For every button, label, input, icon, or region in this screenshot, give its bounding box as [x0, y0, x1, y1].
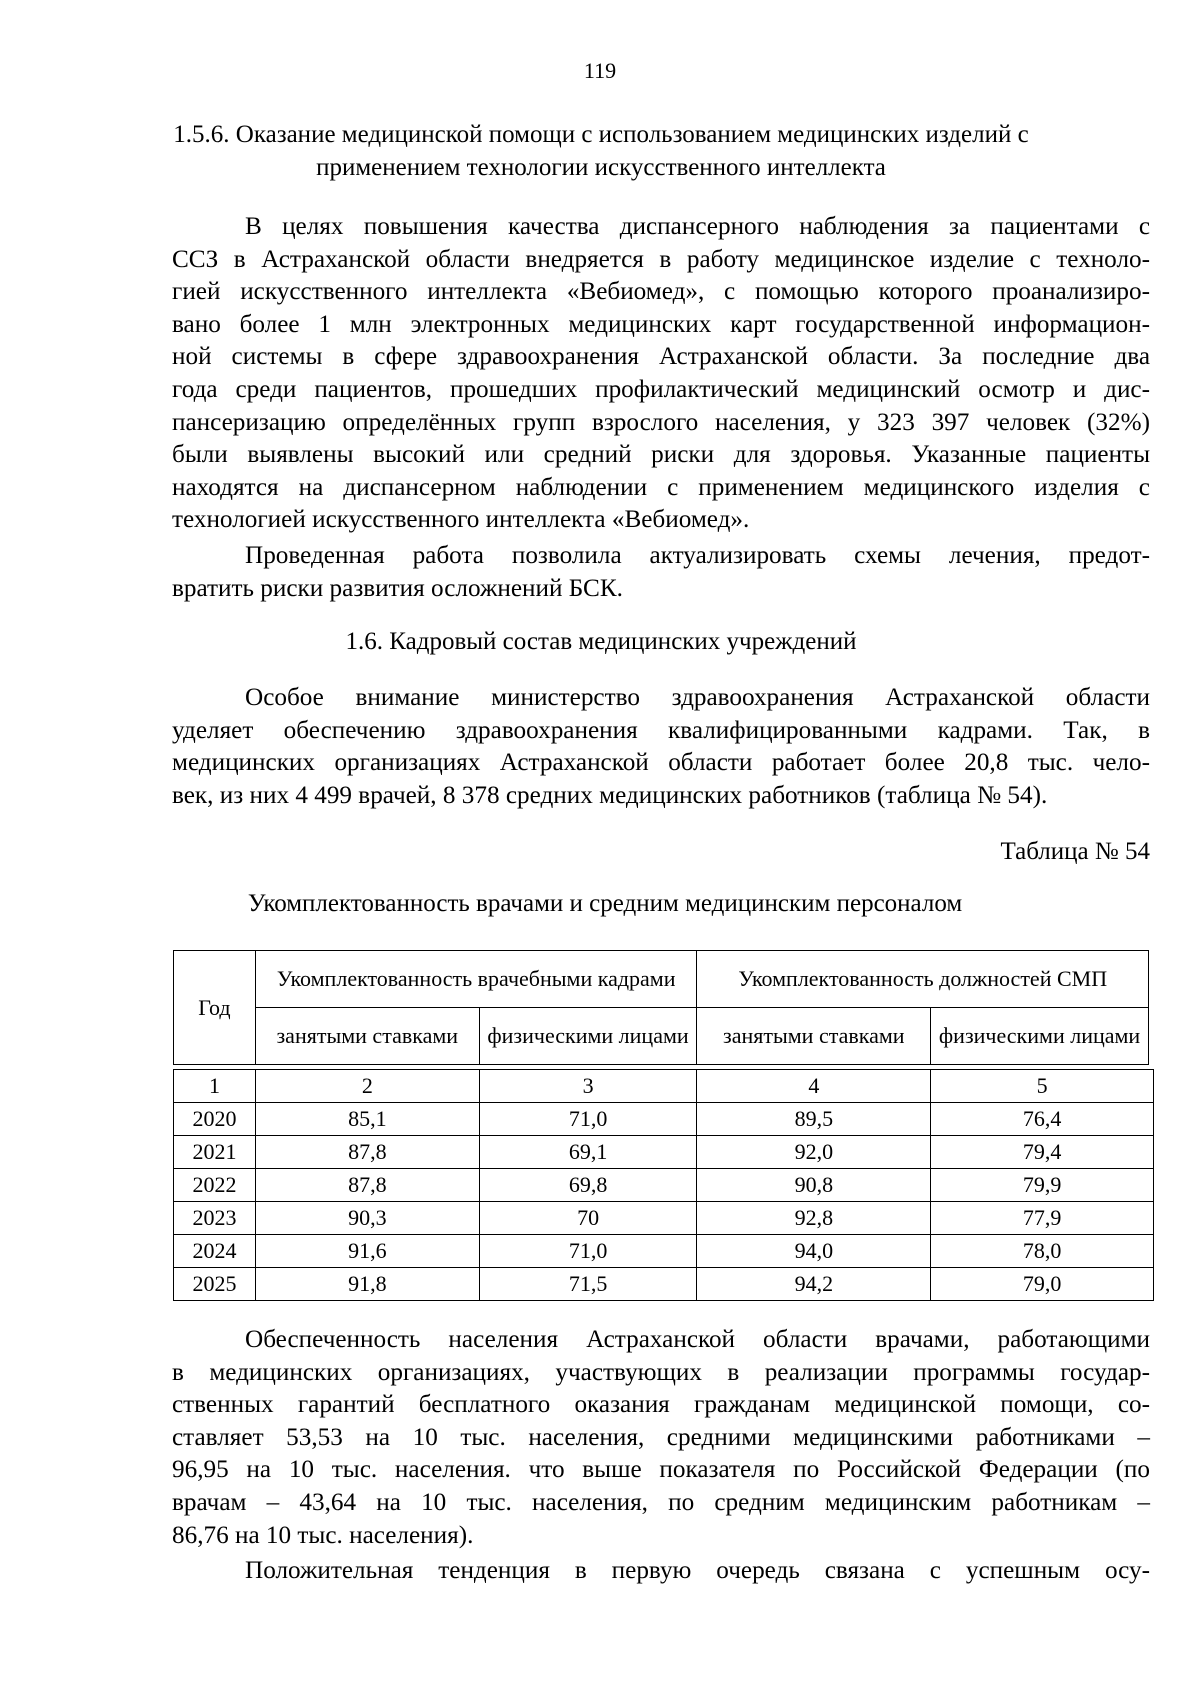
- paragraph-line: гией искусственного интеллекта «Вебиомед», с помощью которого проанализиро-: [172, 278, 1150, 306]
- header-smp-physical-persons: физическими лицами: [931, 1008, 1149, 1065]
- table-cell: 2024: [174, 1235, 256, 1268]
- paragraph-line: технологией искусственного интеллекта «Вебиомед».: [172, 506, 750, 534]
- table-cell: 85,1: [255, 1103, 479, 1136]
- header-smp-group: Укомплектованность должностей СМП: [697, 951, 1149, 1008]
- table-cell: 79,4: [931, 1136, 1154, 1169]
- section-heading-line: 1.5.6. Оказание медицинской помощи с использованием медицинских изделий с: [173, 121, 1029, 148]
- paragraph-line: Обеспеченность населения Астраханской области врачами, работающими: [245, 1326, 1150, 1353]
- paragraph-line: В целях повышения качества диспансерного наблюдения за пациентами с: [245, 213, 1150, 240]
- paragraph-trend: [172, 1555, 1150, 1588]
- header-smp-occupied-rates: занятыми ставками: [697, 1008, 931, 1065]
- paragraph-line: вано более 1 млн электронных медицинских карт государственной информацион-: [172, 310, 1150, 338]
- table-row: [174, 1202, 1154, 1235]
- table-cell: 69,8: [479, 1169, 697, 1202]
- paragraph-line: находятся на диспансерном наблюдении с применением медицинского изделия с: [172, 473, 1150, 501]
- table-cell: 71,0: [479, 1235, 697, 1268]
- table-cell: 70: [479, 1202, 697, 1235]
- header-doctors-physical-persons: физическими лицами: [479, 1008, 697, 1065]
- table-cell: 2022: [174, 1169, 256, 1202]
- table-cell: 71,5: [479, 1268, 697, 1301]
- table-cell: 2023: [174, 1202, 256, 1235]
- paragraph-line: врачам – 43,64 на 10 тыс. населения, по средним медицинским работникам –: [172, 1488, 1150, 1516]
- table-cell: 89,5: [697, 1103, 931, 1136]
- header-year: Год: [174, 951, 256, 1065]
- paragraph-line: были выявлены высокий или средний риски для здоровья. Указанные пациенты: [172, 441, 1150, 469]
- table-cell: 92,0: [697, 1136, 931, 1169]
- paragraph-line: ставляет 53,53 на 10 тыс. населения, средними медицинскими работниками –: [172, 1423, 1150, 1451]
- table-row: [174, 1268, 1154, 1301]
- paragraph-line: 96,95 на 10 тыс. населения. что выше показателя по Российской Федерации (по: [172, 1456, 1150, 1484]
- column-number: 1: [174, 1070, 256, 1103]
- table-row: [174, 1136, 1154, 1169]
- section-heading-line: применением технологии искусственного интеллекта: [316, 154, 886, 181]
- paragraph-webiomed: [172, 211, 1150, 537]
- paragraph-line: Проведенная работа позволила актуализировать схемы лечения, предот-: [245, 542, 1150, 569]
- table-cell: 90,3: [255, 1202, 479, 1235]
- header-doctors-group: Укомплектованность врачебными кадрами: [255, 951, 697, 1008]
- table-cell: 77,9: [931, 1202, 1154, 1235]
- paragraph-line: 86,76 на 10 тыс. населения).: [172, 1521, 474, 1549]
- table-cell: 94,2: [697, 1268, 931, 1301]
- table-cell: 91,8: [255, 1268, 479, 1301]
- table-cell: 76,4: [931, 1103, 1154, 1136]
- column-number: 4: [697, 1070, 931, 1103]
- section-heading-1-6: 1.6. Кадровый состав медицинских учреждений: [345, 628, 857, 655]
- column-number: 3: [479, 1070, 697, 1103]
- table-row: [174, 1235, 1154, 1268]
- staffing-table-header: [173, 950, 1149, 1065]
- section-heading-1-5-6: [168, 118, 1034, 184]
- page-number: 119: [583, 58, 617, 83]
- table-cell: 92,8: [697, 1202, 931, 1235]
- table-cell: 87,8: [255, 1169, 479, 1202]
- paragraph-line: пансеризацию определённых групп взрослого населения, у 323 397 человек (32%): [172, 408, 1150, 436]
- table-row: [174, 1169, 1154, 1202]
- staffing-table-body: [173, 1069, 1154, 1301]
- paragraph-line: Положительная тенденция в первую очередь связана с успешным осу-: [245, 1557, 1150, 1584]
- paragraph-line: ственных гарантий бесплатного оказания гражданам медицинской помощи, со-: [172, 1391, 1150, 1419]
- column-number: 2: [255, 1070, 479, 1103]
- table-cell: 91,6: [255, 1235, 479, 1268]
- table-column-numbers-row: [174, 1070, 1154, 1103]
- table-number-label: Таблица № 54: [1000, 838, 1150, 865]
- table-cell: 78,0: [931, 1235, 1154, 1268]
- table-cell: 90,8: [697, 1169, 931, 1202]
- paragraph-line: вратить риски развития осложнений БСК.: [172, 574, 623, 602]
- table-cell: 2021: [174, 1136, 256, 1169]
- table-cell: 94,0: [697, 1235, 931, 1268]
- paragraph-results: [172, 540, 1150, 605]
- column-number: 5: [931, 1070, 1154, 1103]
- paragraph-line: в медицинских организациях, участвующих в реализации программы государ-: [172, 1358, 1150, 1386]
- paragraph-line: медицинских организациях Астраханской области работает более 20,8 тыс. чело-: [172, 749, 1150, 777]
- table-row: [174, 1103, 1154, 1136]
- table-cell: 79,0: [931, 1268, 1154, 1301]
- table-cell: 71,0: [479, 1103, 697, 1136]
- paragraph-line: Особое внимание министерство здравоохранения Астраханской области: [245, 684, 1150, 711]
- paragraph-staffing: [172, 682, 1150, 812]
- table-cell: 69,1: [479, 1136, 697, 1169]
- header-doctors-occupied-rates: занятыми ставками: [255, 1008, 479, 1065]
- paragraph-line: года среди пациентов, прошедших профилактический медицинский осмотр и дис-: [172, 375, 1150, 403]
- table-title: Укомплектованность врачами и средним медицинским персоналом: [247, 890, 963, 917]
- paragraph-line: ной системы в сфере здравоохранения Астраханской области. За последние два: [172, 343, 1150, 371]
- table-cell: 2020: [174, 1103, 256, 1136]
- paragraph-provision: [172, 1324, 1150, 1552]
- table-cell: 2025: [174, 1268, 256, 1301]
- paragraph-line: уделяет обеспечению здравоохранения квалифицированными кадрами. Так, в: [172, 716, 1150, 744]
- table-cell: 79,9: [931, 1169, 1154, 1202]
- paragraph-line: ССЗ в Астраханской области внедряется в работу медицинское изделие с техноло-: [172, 245, 1150, 273]
- table-cell: 87,8: [255, 1136, 479, 1169]
- paragraph-line: век, из них 4 499 врачей, 8 378 средних медицинских работников (таблица № 54).: [172, 781, 1048, 809]
